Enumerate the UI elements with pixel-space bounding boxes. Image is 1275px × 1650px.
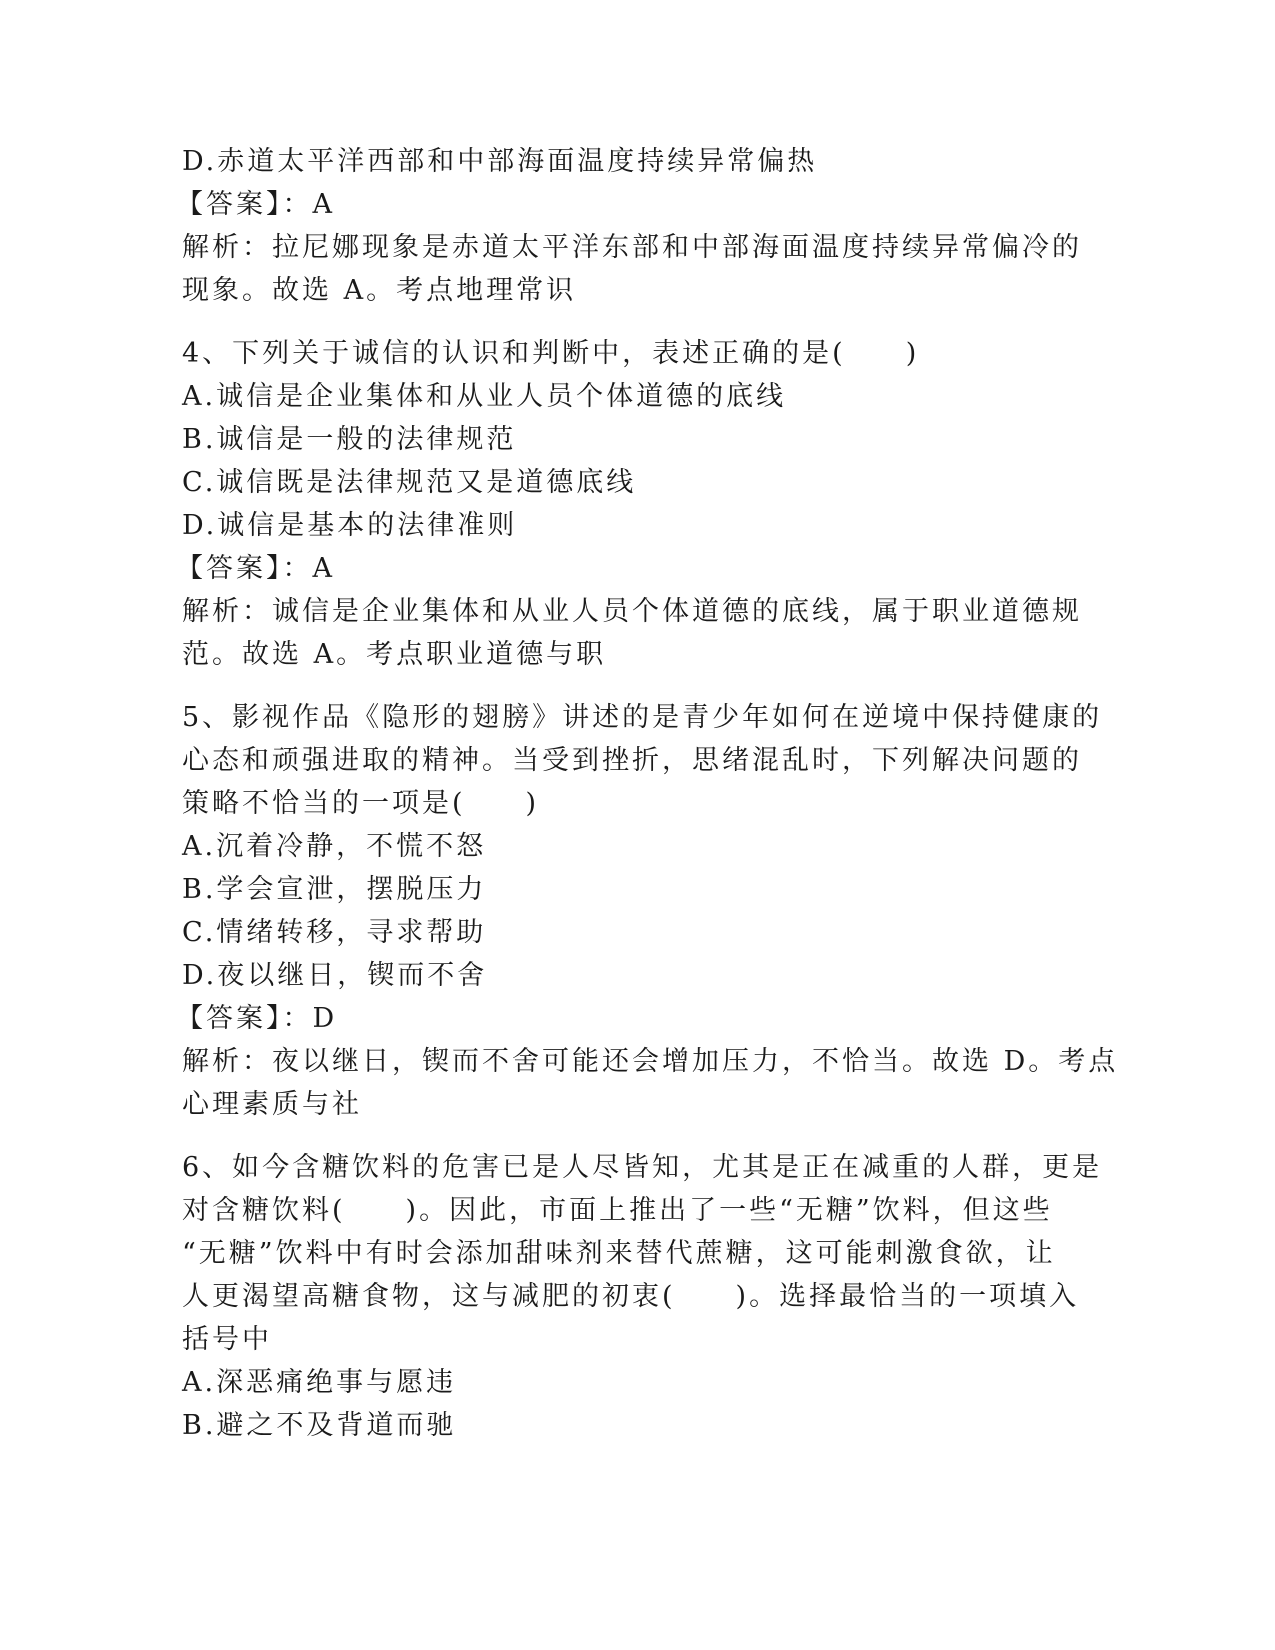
question-3-tail bbox=[176, 140, 1082, 312]
option-a: A.深恶痛绝事与愿违 bbox=[182, 1367, 457, 1398]
option-d: D.夜以继日，锲而不舍 bbox=[182, 960, 488, 991]
question-stem: 括号中 bbox=[182, 1324, 272, 1355]
question-stem: 6、如今含糖饮料的危害已是人尽皆知，尤其是正在减重的人群，更是 bbox=[182, 1152, 1103, 1183]
question-stem: 策略不恰当的一项是( ) bbox=[182, 788, 540, 819]
document-page bbox=[176, 140, 1119, 1447]
option-a: A.诚信是企业集体和从业人员个体道德的底线 bbox=[182, 381, 787, 412]
question-stem: 人更渴望高糖食物，这与减肥的初衷( )。选择最恰当的一项填入 bbox=[182, 1281, 1080, 1312]
option-c: C.情绪转移，寻求帮助 bbox=[182, 917, 487, 948]
option-b: B.学会宣泄，摆脱压力 bbox=[182, 874, 487, 905]
question-stem: “无糖”饮料中有时会添加甜味剂来替代蔗糖，这可能刺激食欲，让 bbox=[182, 1238, 1056, 1269]
option-d: D.诚信是基本的法律准则 bbox=[182, 510, 518, 541]
answer-label: 【答案】：A bbox=[176, 553, 335, 584]
option-d: D.赤道太平洋西部和中部海面温度持续异常偏热 bbox=[182, 146, 818, 177]
analysis-text: 范。故选 A。考点职业道德与职 bbox=[182, 639, 607, 670]
question-stem: 心态和顽强进取的精神。当受到挫折，思绪混乱时，下列解决问题的 bbox=[182, 745, 1082, 776]
analysis-text: 心理素质与社 bbox=[182, 1089, 362, 1120]
analysis-text: 解析：拉尼娜现象是赤道太平洋东部和中部海面温度持续异常偏冷的 bbox=[182, 232, 1082, 263]
option-c: C.诚信既是法律规范又是道德底线 bbox=[182, 467, 637, 498]
question-5 bbox=[176, 696, 1119, 1126]
option-b: B.诚信是一般的法律规范 bbox=[182, 424, 517, 455]
question-stem: 对含糖饮料( )。因此，市面上推出了一些“无糖”饮料，但这些 bbox=[182, 1195, 1053, 1226]
analysis-text: 解析：诚信是企业集体和从业人员个体道德的底线，属于职业道德规 bbox=[182, 596, 1082, 627]
analysis-text: 解析：夜以继日，锲而不舍可能还会增加压力，不恰当。故选 D。考点 bbox=[182, 1046, 1119, 1077]
answer-label: 【答案】：D bbox=[176, 1003, 338, 1034]
question-6 bbox=[182, 1146, 1103, 1447]
answer-label: 【答案】：A bbox=[176, 189, 335, 220]
option-a: A.沉着冷静，不慌不怒 bbox=[182, 831, 487, 862]
question-stem: 5、影视作品《隐形的翅膀》讲述的是青少年如何在逆境中保持健康的 bbox=[182, 702, 1103, 733]
option-b: B.避之不及背道而驰 bbox=[182, 1410, 457, 1441]
analysis-text: 现象。故选 A。考点地理常识 bbox=[182, 275, 577, 306]
question-4 bbox=[176, 332, 1082, 676]
question-stem: 4、下列关于诚信的认识和判断中，表述正确的是( ) bbox=[182, 338, 920, 369]
